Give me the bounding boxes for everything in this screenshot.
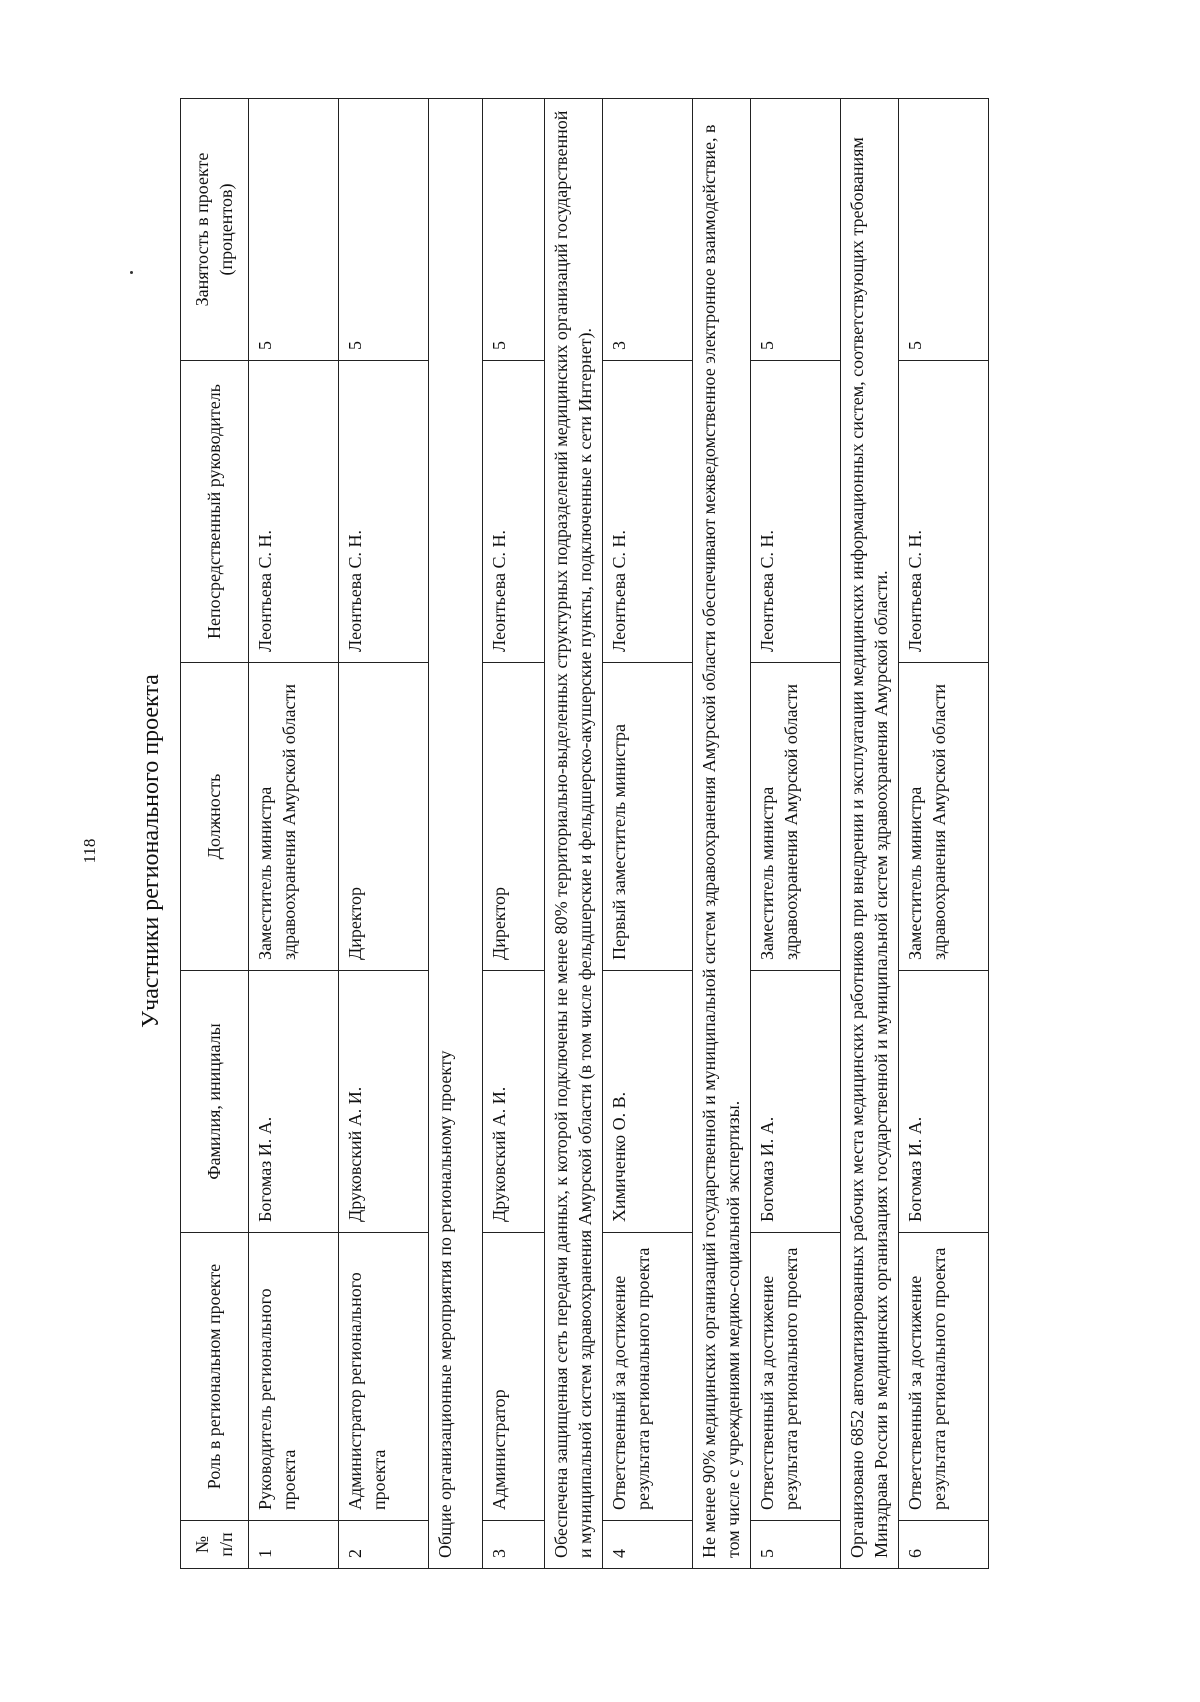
page-number: 118	[80, 838, 99, 864]
row-num: 5	[751, 1521, 841, 1569]
row-name: Химиченко О. В.	[603, 971, 693, 1233]
row-role: Администратор	[483, 1233, 545, 1521]
row-num: 3	[483, 1521, 545, 1569]
row-role: Ответственный за достижение результата регионального проекта	[603, 1233, 693, 1521]
header-supervisor: Непосредственный руководитель	[181, 361, 249, 663]
result-description: Организовано 6852 автоматизированных рабочих места медицинских работников при внедрении и эксплуатации медицинских информационных систем, соответствующих требованиям Минздрава России в медицинских организациях государственной и муниципальной систем здравоохранения Амурской области.	[841, 99, 899, 1569]
row-supervisor: Леонтьева С. Н.	[249, 361, 339, 663]
row-role: Администратор регионального проекта	[339, 1233, 429, 1521]
row-num: 6	[899, 1521, 989, 1569]
row-employment: 5	[249, 99, 339, 361]
row-supervisor: Леонтьева С. Н.	[603, 361, 693, 663]
result-description: Обеспечена защищенная сеть передачи данных, к которой подключены не менее 80% территориально-выделенных структурных подразделений медицинских организаций государственной и муниципальной систем здравоохранения Амурской области (в том числе фельдшерские и фельдшерско-акушерские пункты, подключенные к сети Интернет).	[545, 99, 603, 1569]
row-position: Первый заместитель министра	[603, 663, 693, 971]
header-employment: Занятость в проекте (процентов)	[181, 99, 249, 361]
header-role: Роль в региональном проекте	[181, 1233, 249, 1521]
row-role: Ответственный за достижение результата регионального проекта	[751, 1233, 841, 1521]
section-row	[429, 99, 483, 1569]
row-employment: 3	[603, 99, 693, 361]
row-role: Ответственный за достижение результата регионального проекта	[899, 1233, 989, 1521]
row-num: 2	[339, 1521, 429, 1569]
row-supervisor: Леонтьева С. Н.	[751, 361, 841, 663]
section-row	[841, 99, 899, 1569]
row-role: Руководитель регионального проекта	[249, 1233, 339, 1521]
table-header-row	[181, 99, 249, 1569]
row-name: Друковский А. И.	[339, 971, 429, 1233]
table-row	[339, 99, 429, 1569]
table-row	[751, 99, 841, 1569]
page-title: Участники регионального проекта	[138, 674, 164, 1028]
row-supervisor: Леонтьева С. Н.	[339, 361, 429, 663]
row-employment: 5	[483, 99, 545, 361]
row-position: Заместитель министра здравоохранения Амурской области	[751, 663, 841, 971]
row-name: Друковский А. И.	[483, 971, 545, 1233]
row-name: Богомаз И. А.	[249, 971, 339, 1233]
row-position: Заместитель министра здравоохранения Амурской области	[899, 663, 989, 971]
header-position: Должность	[181, 663, 249, 971]
section-row	[693, 99, 751, 1569]
row-employment: 5	[339, 99, 429, 361]
row-employment: 5	[899, 99, 989, 361]
table-row	[483, 99, 545, 1569]
header-name: Фамилия, инициалы	[181, 971, 249, 1233]
header-num: № п/п	[181, 1521, 249, 1569]
section-row	[545, 99, 603, 1569]
row-position: Директор	[339, 663, 429, 971]
row-supervisor: Леонтьева С. Н.	[483, 361, 545, 663]
table-row	[249, 99, 339, 1569]
row-name: Богомаз И. А.	[899, 971, 989, 1233]
row-num: 4	[603, 1521, 693, 1569]
row-position: Заместитель министра здравоохранения Амурской области	[249, 663, 339, 971]
row-supervisor: Леонтьева С. Н.	[899, 361, 989, 663]
result-description: Не менее 90% медицинских организаций государственной и муниципальной систем здравоохранения Амурской области обеспечивают межведомственное электронное взаимодействие, в том числе с учреждениями медико-социальной экспертизы.	[693, 99, 751, 1569]
row-name: Богомаз И. А.	[751, 971, 841, 1233]
row-num: 1	[249, 1521, 339, 1569]
table-row	[899, 99, 989, 1569]
row-employment: 5	[751, 99, 841, 361]
section-general-measures: Общие организационные мероприятия по региональному проекту	[429, 99, 483, 1569]
participants-table	[180, 98, 989, 1569]
row-position: Директор	[483, 663, 545, 971]
scan-speck	[130, 271, 133, 274]
table-row	[603, 99, 693, 1569]
